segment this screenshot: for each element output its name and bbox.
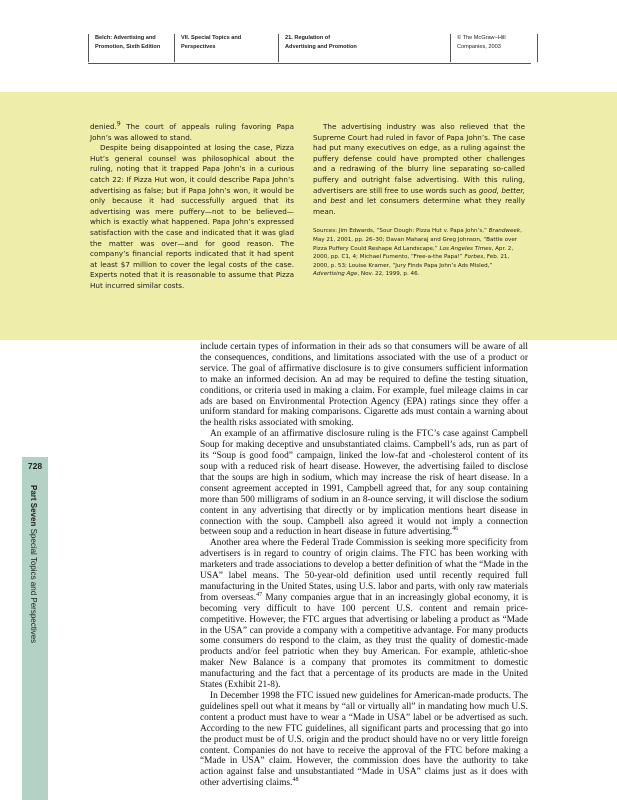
body-paragraph: In December 1998 the FTC issued new guidelines for American-made products. The guidelines spell out what it means by “all or virtually all” in mandating how much U.S. content a product must have to wear a “Made in USA” label or be advertised as such. According to the new FTC guidelines, all significant parts and processing that go into the product must be of U.S. origin and the product should have no or very little foreign content. Companies do not have to receive the approval of the FTC before making a “Made in USA” claim. However, the commission does have the authority to take action against false and unsubstantiated “Made in USA” claims just as it does with other advertising claims.$^{48}$: [200, 691, 528, 789]
feature-paragraph: The advertising industry was also relieved that the Supreme Court had ruled in favor of Papa John’s. The case had put many executives on edge, as a ruling against the puffery defense could have prompted other challenges and a redrawing of the blurry line separating so-called puffery and outright false advertising. With this ruling, advertisers are still free to use words such as good, better, and best and let consumers determine what they really mean.: [313, 122, 526, 216]
body-paragraph: An example of an affirmative disclosure ruling is the FTC’s case against Campbell Soup for making deceptive and unsubstantiated claims. Campbell’s ads, run as part of its “Soup is good food” campaign, linked the low-fat and -cholesterol content of its soup with a reduced risk of heart disease. However, the advertising failed to disclose that the soups are high in sodium, which may increase the risk of heart disease. In a consent agreement accepted in 1991, Campbell agreed that, for any soup containing more than 500 milligrams of sodium in an 8-ounce serving, it will disclose the sodium content in any advertising that directly or by implication mentions heart disease in connection with the soup. Campbell also agreed it would not imply a connection between soup and a reduction in heart disease in future advertising.$^{46}$: [200, 429, 528, 538]
feature-box-left-column: [90, 122, 294, 292]
part-title-vertical: Part Seven Special Topics and Perspectives: [29, 485, 38, 644]
header-copyright: © The McGraw−Hill Companies, 2003: [450, 34, 538, 62]
body-paragraph: include certain types of information in their ads so that consumers will be aware of all the consequences, conditions, and limitations associated with the use of a product or service. The goal of affirmative disclosure is to give consumers sufficient information to make an informed decision. An ad may be required to define the testing situation, conditions, or criteria used in making a claim. For example, fuel mileage claims in car ads are based on Environmental Protection Agency (EPA) ratings since they offer a uniform standard for making comparisons. Cigarette ads must contain a warning about the health risks associated with smoking.: [200, 342, 528, 429]
feature-paragraph: Despite being disappointed at losing the case, Pizza Hut’s general counsel was philosophical about the ruling, noting that it trapped Papa John’s in a curious catch 22: If Pizza Hut won, it could describe Papa John’s advertising as false; but if Papa John’s won, it would be only because it had successfully argued that its advertising was mere puffery—not to be believed—which is exactly what happened. Papa John’s expressed satisfaction with the case and indicated that it was glad the matter was over—and for good reason. The company’s financial reports indicated that it had spent at least $7 million to cover the legal costs of the case. Experts noted that it is reasonable to assume that Pizza Hut incurred similar costs.: [90, 143, 294, 290]
main-body-text: [200, 342, 528, 789]
header-rule: [88, 63, 531, 64]
feature-sources: Sources: Jim Edwards, “Sour Dough: Pizza Hut v. Papa John’s,” Brandweek, May 21, 2001, pp. 26–30; Davan Maharaj and Greg Johnson, “Battle over Pizza Puffery Could Reshape Ad Landscape,” Los Angeles Times, Apr. 2, 2000, pp. C1, 4; Michael Fumento, “Free-a-the Papa!” Forbes, Feb. 21, 2000, p. 53; Louise Kramer, “Jury Finds Papa John’s Ads Misled,” Advertising Age, Nov. 22, 1999, p. 46.: [313, 228, 522, 278]
body-paragraph: Another area where the Federal Trade Commission is seeking more specificity from advertisers is in regard to country of origin claims. The FTC has been working with marketers and trade associations to develop a better definition of what the “Made in the USA” label means. The 50-year-old definition used until recently required full manufacturing in the United States, using U.S. labor and parts, with only raw materials from overseas.$^{47}$ Many companies argue that in an increasingly global economy, it is becoming very difficult to have 100 percent U.S. content and remain price-competitive. However, the FTC argues that advertising or labeling a product as “Made in the USA” can provide a company with a competitive advantage. For many products some consumers do respond to the claim, as they trust the quality of domestic-made products and/or feel patriotic when they buy American. For example, athletic-shoe maker New Balance is a company that promotes its commitment to domestic manufacturing and the fact that a percentage of its products are made in the United States (Exhibit 21-8).: [200, 538, 529, 691]
header-part: VII. Special Topics and Perspectives: [174, 34, 271, 62]
running-header: [88, 34, 531, 64]
header-book-title: Belch: Advertising and Promotion, Sixth Edition: [88, 34, 167, 62]
page-number: 728: [27, 461, 43, 471]
header-chapter: 21. Regulation of Advertising and Promotion: [278, 34, 445, 62]
feature-paragraph: denied.$^9$ The court of appeals ruling favoring Papa John’s was allowed to stand.: [90, 120, 294, 142]
feature-box-right-column: [313, 122, 525, 279]
